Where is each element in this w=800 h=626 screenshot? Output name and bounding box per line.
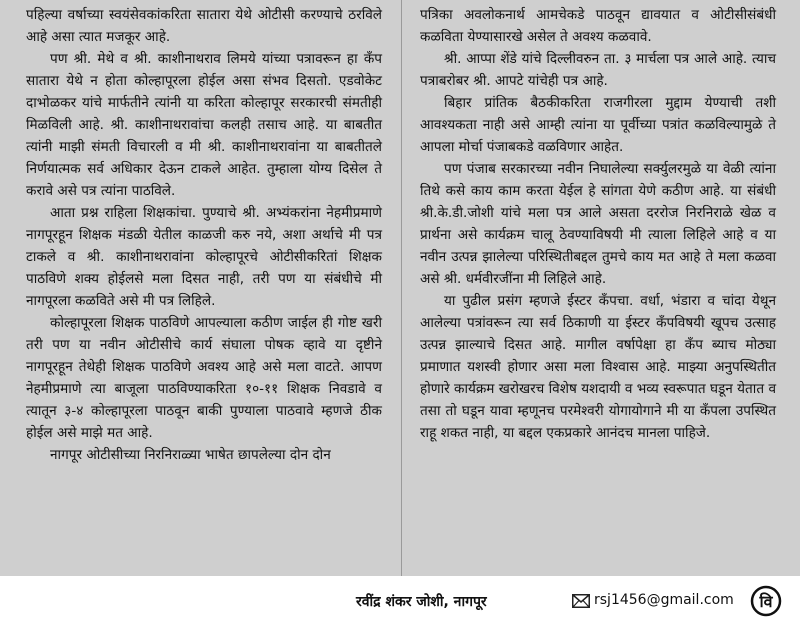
paragraph: पहिल्या वर्षाच्या स्वयंसेवकांकरिता सातारा येथे ओटीसी करण्याचे ठरविले आहे असा त्यात मजकूर आहे. bbox=[26, 7, 382, 45]
left-column bbox=[26, 4, 382, 466]
column-divider bbox=[401, 0, 402, 576]
author-name: रवींद्र शंकर जोशी, नागपूर bbox=[356, 594, 487, 610]
right-column bbox=[420, 4, 776, 444]
paragraph: कोल्हापूरला शिक्षक पाठविणे आपल्याला कठीण जाईल ही गोष्ट खरी तरी पण या नवीन ओटीसीचे कार्य संघाला पोषक व्हावे या दृष्टीने नागपूरहून तेथेही शिक्षक पाठविणे अवश्य आहे असे मला वाटते. आपण नेहमीप्रमाणे त्या बाजूला पाठविण्याकरिता १०-११ शिक्षक निवडावे व त्यातून ३-४ कोल्हापूरला पाठवून बाकी पुण्याला पाठवावे म्हणजे ठीक होईल असे माझे मत आहे. bbox=[26, 315, 382, 441]
paragraph: पत्रिका अवलोकनार्थ आमचेकडे पाठवून द्यावयात व ओटीसीसंबंधी कळविता येण्यासारखे असेल ते अवश्य कळवावे. bbox=[420, 7, 776, 45]
byline-footer bbox=[0, 576, 800, 626]
paragraph: पण पंजाब सरकारच्या नवीन निघालेल्या सर्क्युलरमुळे या वेळी त्यांना तिथे कसे काय काम करता येईल हे सांगता येणे कठीण आहे. या संबंधी श्री.के.डी.जोशी यांचे मला पत्र आले असता दररोज निरनिराळे खेळ व प्रार्थना असे कार्यक्रम चालू ठेवण्याविषयी मी त्याला लिहिले आहे व या नवीन उत्पन्न झालेल्या परिस्थितीबद्दल तुमचे काय मत आहे ते मला कळवा असे श्री. धर्मवीरजींना मी लिहिले आहे. bbox=[420, 161, 776, 287]
paragraph: नागपूर ओटीसीच्या निरनिराळ्या भाषेत छापलेल्या दोन दोन bbox=[50, 447, 331, 463]
paragraph: आता प्रश्न राहिला शिक्षकांचा. पुण्याचे श्री. अभ्यंकरांना नेहमीप्रमाणे नागपूरहून शिक्षक मंडळी येतील काळजी करु नये, अशा अर्थाचे मी पत्र टाकले व श्री. काशीनाथरावांना कोल्हापूरचे ओटीसीकरितां शिक्षक पाठविणे शक्य होईलसे मला दिसत नाही, तरी पण या संबंधीचे मी नागपूरला कळविते असे मी पत्र लिहिले. bbox=[26, 205, 382, 309]
envelope-icon bbox=[572, 594, 590, 608]
paragraph: पण श्री. मेथे व श्री. काशीनाथराव लिमये यांच्या पत्रावरून हा कॅंप सातारा येथे न होता कोल्हापूरला होईल असा संभव दिसतो. एडवोकेट दाभोळकर यांचे मार्फतीने त्यांनी या करिता कोल्हापूर सरकारची संमतीही मिळविली आहे. श्री. काशीनाथरावांचा कलही तसाच आहे. या बाबतीत त्यांनी माझी संमती विचारली व मी श्री. काशीनाथरावांना या बाबतीतले निर्णयात्मक सर्व अधिकार देऊन टाकले आहेत. तुम्हाला योग्य दिसेल ते करावे असे पत्र त्यांना पाठविले. bbox=[26, 51, 382, 199]
paragraph: बिहार प्रांतिक बैठकीकरिता राजगीरला मुद्दाम येण्याची तशी आवश्यकता नाही असे आम्ही त्यांना या पूर्वीच्या पत्रांत कळविल्यामुळे ते आपला मोर्चा पंजाबकडे वळविणार आहेत. bbox=[420, 95, 776, 155]
vi-logo-icon bbox=[750, 585, 782, 617]
author-email[interactable]: rsj1456@gmail.com bbox=[594, 592, 734, 608]
logo-glyph: वि bbox=[759, 592, 773, 611]
paragraph: श्री. आप्पा शेंडे यांचे दिल्लीवरुन ता. ३ मार्चला पत्र आले आहे. त्याच पत्राबरोबर श्री. आपटे यांचेही पत्र आहे. bbox=[420, 51, 776, 89]
paragraph: या पुढील प्रसंग म्हणजे ईस्टर कॅंपचा. वर्धा, भंडारा व चांदा येथून आलेल्या पत्रांवरून त्या सर्व ठिकाणी या ईस्टर कॅंपविषयी खूपच उत्साह उत्पन्न झाल्याचे दिसत आहे. मागील वर्षापेक्षा हा कॅंप ब्‍याच मोठ्या प्रमाणात यशस्वी होणार असा मला विश्वास आहे. माझ्या अनुपस्थितीत होणारे कार्यक्रम खरोखरच विशेष यशदायी व भव्य स्वरूपात घडून येतात व तसा तो घडून यावा म्हणूनच परमेश्वरी योगायोगाने मी या कॅंपला उपस्थित राहू शकत नाही, या बद्दल एकप्रकारे आनंदच मानला पाहिजे. bbox=[420, 293, 776, 441]
